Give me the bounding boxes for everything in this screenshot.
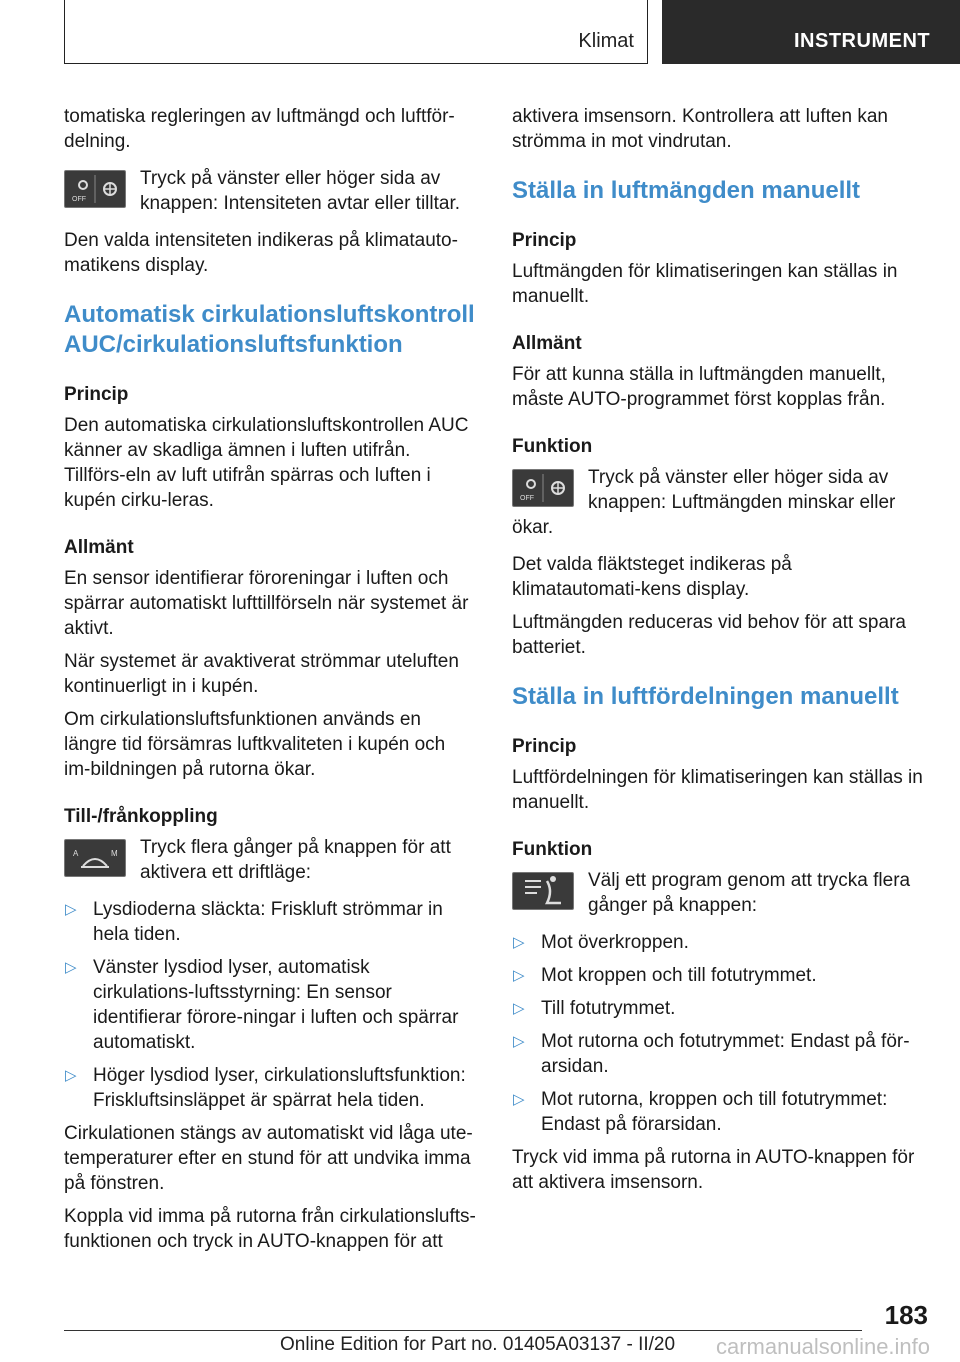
- paragraph: Den automatiska cirkulationsluftskontrollen AUC känner av skadliga ämnen i luften utifrån. Tillförs-eln av luft utifrån spärras och luften i kupén cirku-leras.: [64, 415, 469, 511]
- mode-list: [64, 897, 476, 1113]
- subheading: Allmänt: [512, 333, 582, 354]
- section-heading: Ställa in luftfördelningen manuellt: [512, 683, 899, 710]
- list-item: ▷ Höger lysdiod lyser, cirkulationsluftsfunktion: Friskluftsinsläppet är spärrat hela tiden.: [65, 1065, 466, 1111]
- watermark: carmanualsonline.info: [716, 1334, 931, 1359]
- left-column: [64, 104, 476, 1262]
- svg-text:OFF: OFF: [72, 196, 86, 203]
- program-list: [512, 930, 924, 1137]
- fan-button-icon: [64, 170, 126, 208]
- triangle-bullet-icon: ▷: [65, 1067, 77, 1084]
- list-item: ▷ Mot överkroppen.: [513, 932, 689, 953]
- fan-button-row: [64, 166, 476, 216]
- recirc-button-row: [64, 835, 476, 885]
- triangle-bullet-icon: ▷: [513, 1000, 525, 1017]
- paragraph: Cirkulationen stängs av automatiskt vid låga ute-temperaturer efter en stund för att undvika imma på fönstren.: [64, 1123, 473, 1194]
- triangle-bullet-icon: ▷: [513, 1033, 525, 1050]
- subheading: Funktion: [512, 436, 593, 457]
- svg-text:A: A: [73, 849, 79, 858]
- button-description: Tryck flera gånger på knappen för att aktivera ett driftläge:: [140, 837, 451, 883]
- paragraph: För att kunna ställa in luftmängden manuellt, måste AUTO-programmet först kopplas från.: [512, 364, 886, 410]
- button-description: Välj ett program genom att trycka flera gånger på knappen:: [588, 870, 911, 916]
- paragraph: När systemet är avaktiverat strömmar uteluften kontinuerligt in i kupén.: [64, 651, 459, 697]
- footer-edition: Online Edition for Part no. 01405A03137 - II/20: [280, 1334, 676, 1355]
- right-column: [512, 104, 924, 1203]
- list-item: ▷ Mot kroppen och till fotutrymmet.: [513, 965, 817, 986]
- paragraph: Koppla vid imma på rutorna från cirkulationslufts-funktionen och tryck in AUTO-knappen för att: [64, 1206, 476, 1252]
- list-item: ▷ Mot rutorna och fotutrymmet: Endast på för-arsidan.: [513, 1031, 910, 1077]
- header-tab-label: INSTRUMENT: [794, 30, 931, 52]
- triangle-bullet-icon: ▷: [65, 901, 77, 918]
- list-item: ▷ Mot rutorna, kroppen och till fotutrymmet: Endast på förarsidan.: [513, 1089, 888, 1135]
- triangle-bullet-icon: ▷: [513, 967, 525, 984]
- fan-button-row: [512, 465, 924, 540]
- subheading: Allmänt: [64, 537, 134, 558]
- page-number: 183: [884, 1300, 928, 1330]
- header-frame: [64, 0, 648, 64]
- paragraph: Luftmängden för klimatiseringen kan ställas in manuellt.: [512, 261, 898, 307]
- list-item: ▷ Till fotutrymmet.: [513, 998, 676, 1019]
- header-section: Klimat: [578, 30, 634, 52]
- button-description: Tryck på vänster eller höger sida av knappen: Intensiteten avtar eller tilltar.: [140, 168, 461, 214]
- recirculation-button-icon: [64, 839, 126, 877]
- air-distribution-button-icon: [512, 872, 574, 910]
- header-tab: [662, 0, 960, 64]
- footer-divider: [64, 1330, 862, 1331]
- fan-button-icon: [512, 469, 574, 507]
- paragraph: Tryck vid imma på rutorna in AUTO-knappen för att aktivera imsensorn.: [512, 1147, 915, 1193]
- section-heading: Ställa in luftmängden manuellt: [512, 177, 861, 204]
- paragraph: tomatiska regleringen av luftmängd och luftför-delning.: [64, 106, 455, 152]
- subheading: Till-/frånkoppling: [64, 806, 218, 827]
- subheading: Princip: [512, 736, 577, 757]
- paragraph: Luftfördelningen för klimatiseringen kan ställas in manuellt.: [512, 767, 923, 813]
- svg-text:M: M: [111, 849, 118, 858]
- paragraph: Luftmängden reduceras vid behov för att spara batteriet.: [512, 612, 906, 658]
- paragraph: Det valda fläktsteget indikeras på klimatautomati-kens display.: [512, 554, 792, 600]
- subheading: Funktion: [512, 839, 593, 860]
- section-heading: Automatisk cirkulationsluftskontroll AUC/cirkulationsluftsfunktion: [64, 301, 475, 358]
- paragraph: En sensor identifierar föroreningar i luften och spärrar automatiskt lufttillförseln när systemet är aktivt.: [64, 568, 469, 639]
- paragraph: Om cirkulationsluftsfunktionen används en längre tid försämras luftkvaliteten i kupén och im-bildningen på rutorna ökar.: [64, 709, 446, 780]
- triangle-bullet-icon: ▷: [513, 934, 525, 951]
- list-item: ▷ Lysdioderna släckta: Friskluft strömmar in hela tiden.: [65, 899, 443, 945]
- list-item: ▷ Vänster lysdiod lyser, automatisk cirkulations-luftsstyrning: En sensor identifierar förore-ningar i luften och spärrar automatiskt.: [65, 957, 459, 1053]
- subheading: Princip: [64, 384, 129, 405]
- triangle-bullet-icon: ▷: [513, 1091, 525, 1108]
- subheading: Princip: [512, 230, 577, 251]
- triangle-bullet-icon: ▷: [65, 959, 77, 976]
- svg-text:OFF: OFF: [520, 495, 534, 502]
- paragraph: Den valda intensiteten indikeras på klimatauto-matikens display.: [64, 230, 458, 276]
- airflow-button-row: [512, 868, 924, 918]
- button-description: Tryck på vänster eller höger sida av knappen: Luftmängden minskar eller ökar.: [512, 467, 896, 538]
- paragraph: aktivera imsensorn. Kontrollera att luften kan strömma in mot vindrutan.: [512, 106, 888, 152]
